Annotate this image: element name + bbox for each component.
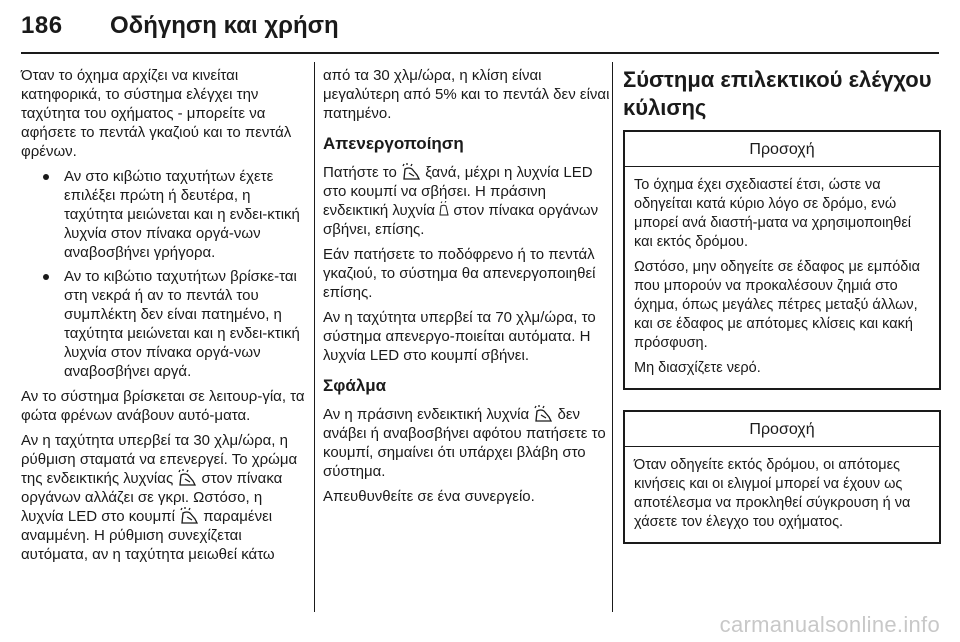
paragraph: Εάν πατήσετε το ποδόφρενο ή το πεντάλ γκαζιού, το σύστημα θα απενεργοποιηθεί επίσης. bbox=[323, 246, 596, 301]
paragraph-text: Πατήστε το bbox=[323, 164, 397, 181]
paragraph: Απευθυνθείτε σε ένα συνεργείο. bbox=[323, 488, 535, 505]
paragraph-text: παραμένει αναμμένη. Η ρύθμιση συνεχίζεται αυτόματα, αν η ταχύτητα μειωθεί κάτω bbox=[21, 508, 275, 563]
bullet-list bbox=[21, 167, 308, 381]
bullet-icon bbox=[43, 174, 49, 180]
hill-descent-icon bbox=[177, 469, 197, 486]
column-divider-1 bbox=[314, 62, 315, 612]
page-title: Οδήγηση και χρήση bbox=[110, 12, 339, 39]
page-header bbox=[0, 0, 960, 62]
column-3 bbox=[623, 66, 941, 564]
deactivation-heading: Απενεργοποίηση bbox=[323, 134, 464, 153]
column-2 bbox=[323, 66, 610, 512]
hill-descent-indicator-icon bbox=[439, 201, 449, 217]
paragraph: Μη διασχίζετε νερό. bbox=[634, 360, 761, 376]
warning-title: Προσοχή bbox=[625, 412, 939, 447]
paragraph: Ωστόσο, μην οδηγείτε σε έδαφος με εμπόδια που μπορούν να προκαλέσουν ζημιά στο όχημα, όπως μεγάλες πέτρες μεταξύ άλλων, και σε έδαφος με απότομες κλίσεις και κακή πρόσφυση. bbox=[634, 259, 920, 351]
paragraph-text: Αν η ταχύτητα υπερβεί τα 30 χλμ/ώρα, η ρύθμιση σταματά να επενεργεί. Το χρώμα της ενδεικτικής λυχνίας bbox=[21, 432, 298, 487]
paragraph: από τα 30 χλμ/ώρα, η κλίση είναι μεγαλύτερη από 5% και το πεντάλ δεν είναι πατημένο. bbox=[323, 67, 610, 122]
paragraph bbox=[323, 163, 610, 239]
hill-descent-icon bbox=[179, 507, 199, 524]
paragraph: Αν η ταχύτητα υπερβεί τα 70 χλμ/ώρα, το σύστημα απενεργο‐ποιείται αυτόματα. Η λυχνία LED στο κουμπί σβήνει. bbox=[323, 309, 596, 364]
paragraph: Αν το σύστημα βρίσκεται σε λειτουρ‐γία, τα φώτα φρένων ανάβουν αυτό‐ματα. bbox=[21, 388, 305, 424]
paragraph-text: δεν ανάβει ή αναβοσβήνει αφότου πατήσετε το κουμπί, σημαίνει ότι υπάρχει βλάβη στο σύστημα. bbox=[323, 406, 606, 480]
list-item bbox=[21, 167, 308, 262]
paragraph: Όταν οδηγείτε εκτός δρόμου, οι απότομες κινήσεις και οι ελιγμοί μπορεί να έχουν ως αποτέλεσμα να προκληθεί σύγκρουση ή να χάσετε τον έλεγχο του οχήματος. bbox=[634, 457, 911, 530]
column-divider-2 bbox=[612, 62, 613, 612]
warning-body bbox=[625, 167, 939, 388]
paragraph bbox=[21, 431, 308, 564]
paragraph-text: στον πίνακα οργάνων σβήνει, επίσης. bbox=[323, 202, 599, 238]
paragraph-text: ξανά, μέχρι η λυχνία LED στο κουμπί να σβήσει. Η πράσινη ενδεικτική λυχνία bbox=[323, 164, 593, 219]
hill-descent-icon bbox=[533, 405, 553, 422]
watermark: carmanualsonline.info bbox=[719, 612, 940, 637]
bullet-icon bbox=[43, 274, 49, 280]
paragraph-text: Αν η πράσινη ενδεικτική λυχνία bbox=[323, 406, 530, 423]
hill-descent-icon bbox=[401, 163, 421, 180]
warning-body bbox=[625, 447, 939, 542]
paragraph: Το όχημα έχει σχεδιαστεί έτσι, ώστε να οδηγείται κατά κύριο λόγο σε δρόμο, ενώ μπορεί ανά διαστή‐ματα να χρησιμοποιηθεί και εκτός δρόμου. bbox=[634, 177, 912, 250]
section-title: Σύστημα επιλεκτικού ελέγχου κύλισης bbox=[623, 67, 932, 120]
paragraph bbox=[323, 405, 610, 481]
column-1 bbox=[21, 66, 308, 570]
warning-box bbox=[623, 410, 941, 544]
warning-title: Προσοχή bbox=[625, 132, 939, 167]
warning-box bbox=[623, 130, 941, 390]
paragraph-text: στον πίνακα οργάνων αλλάζει σε γκρι. Ωστόσο, η λυχνία LED στο κουμπί bbox=[21, 470, 283, 525]
fault-heading: Σφάλμα bbox=[323, 376, 387, 395]
paragraph: Όταν το όχημα αρχίζει να κινείται κατηφορικά, το σύστημα ελέγχει την ταχύτητα του οχήματος - μπορείτε να αφήσετε το πεντάλ γκαζιού και το πεντάλ φρένων. bbox=[21, 67, 292, 160]
header-divider bbox=[21, 52, 939, 54]
list-item-text: Αν το κιβώτιο ταχυτήτων βρίσκε‐ται στη νεκρά ή αν το πεντάλ του συμπλέκτη δεν είναι πατημένο, η ταχύτητα μειώνεται και η ενδει‐κτική λυχνία στον πίνακα οργά‐νων αναβοσβήνει αργά. bbox=[64, 268, 300, 380]
list-item bbox=[21, 267, 308, 381]
list-item-text: Αν στο κιβώτιο ταχυτήτων έχετε επιλέξει πρώτη ή δευτέρα, η ταχύτητα μειώνεται και η ενδει‐κτική λυχνία στον πίνακα οργά‐νων αναβοσβήνει γρήγορα. bbox=[64, 168, 300, 261]
page-number: 186 bbox=[21, 12, 63, 39]
